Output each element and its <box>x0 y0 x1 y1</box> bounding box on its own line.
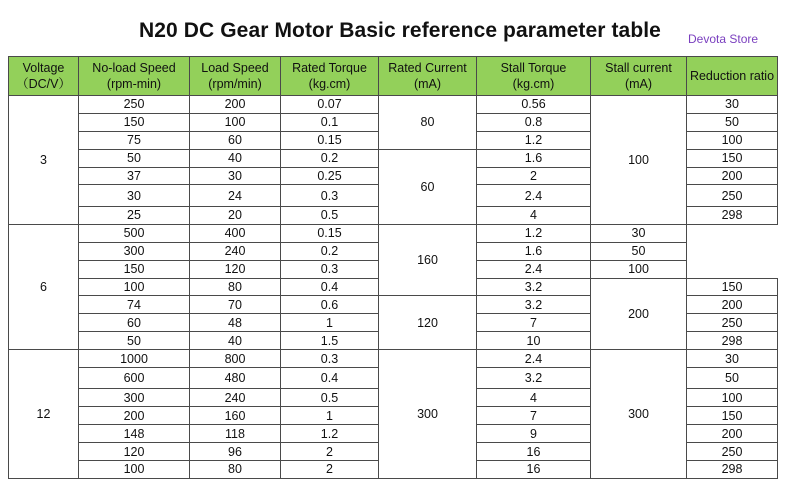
rated-current-cell: 120 <box>379 296 477 350</box>
stall-torque-cell: 7 <box>477 407 591 425</box>
reduction-ratio-cell: 30 <box>687 96 778 114</box>
stall-torque-cell: 3.2 <box>477 367 591 389</box>
reduction-ratio-cell: 50 <box>687 367 778 389</box>
load-speed-cell: 24 <box>190 185 281 207</box>
rated-torque-cell: 0.4 <box>281 278 379 296</box>
reduction-ratio-cell: 150 <box>687 278 778 296</box>
rated-torque-cell: 0.07 <box>281 96 379 114</box>
load-speed-cell: 480 <box>190 367 281 389</box>
reduction-ratio-cell: 250 <box>687 443 778 461</box>
rated-torque-cell: 0.4 <box>281 367 379 389</box>
header-reduction-ratio: Reduction ratio <box>687 57 778 96</box>
load-speed-cell: 100 <box>190 113 281 131</box>
load-speed-cell: 80 <box>190 278 281 296</box>
noload-speed-cell: 30 <box>79 185 190 207</box>
reduction-ratio-cell: 100 <box>687 389 778 407</box>
header-stall-torque: Stall Torque (kg.cm) <box>477 57 591 96</box>
noload-speed-cell: 60 <box>79 314 190 332</box>
stall-torque-cell: 1.6 <box>477 149 591 167</box>
noload-speed-cell: 100 <box>79 461 190 479</box>
reduction-ratio-cell: 150 <box>687 407 778 425</box>
load-speed-cell: 160 <box>190 407 281 425</box>
rated-torque-cell: 0.25 <box>281 167 379 185</box>
rated-torque-cell: 0.15 <box>281 131 379 149</box>
load-speed-cell: 118 <box>190 425 281 443</box>
load-speed-cell: 40 <box>190 149 281 167</box>
stall-torque-cell: 4 <box>477 389 591 407</box>
load-speed-cell: 120 <box>190 260 281 278</box>
stall-torque-cell: 2 <box>477 167 591 185</box>
load-speed-cell: 20 <box>190 206 281 224</box>
stall-torque-cell: 0.8 <box>477 113 591 131</box>
noload-speed-cell: 500 <box>79 224 190 242</box>
noload-speed-cell: 150 <box>79 113 190 131</box>
rated-torque-cell: 0.15 <box>281 224 379 242</box>
rated-torque-cell: 0.6 <box>281 296 379 314</box>
rated-torque-cell: 0.2 <box>281 149 379 167</box>
reduction-ratio-cell: 298 <box>687 332 778 350</box>
table-row <box>9 96 778 114</box>
stall-torque-cell: 10 <box>477 332 591 350</box>
load-speed-cell: 800 <box>190 350 281 368</box>
stall-torque-cell: 2.4 <box>477 350 591 368</box>
rated-current-cell: 300 <box>379 350 477 479</box>
noload-speed-cell: 1000 <box>79 350 190 368</box>
reduction-ratio-cell: 30 <box>687 350 778 368</box>
stall-torque-cell: 9 <box>477 425 591 443</box>
voltage-cell: 6 <box>9 224 79 349</box>
stall-torque-cell: 3.2 <box>477 278 591 296</box>
stall-torque-cell: 16 <box>477 443 591 461</box>
stall-torque-cell: 7 <box>477 314 591 332</box>
reduction-ratio-cell: 250 <box>687 314 778 332</box>
reduction-ratio-cell: 100 <box>591 260 687 278</box>
noload-speed-cell: 50 <box>79 332 190 350</box>
noload-speed-cell: 25 <box>79 206 190 224</box>
header-noload-speed: No-load Speed (rpm-min) <box>79 57 190 96</box>
reduction-ratio-cell: 100 <box>687 131 778 149</box>
load-speed-cell: 200 <box>190 96 281 114</box>
rated-torque-cell: 0.5 <box>281 389 379 407</box>
load-speed-cell: 240 <box>190 242 281 260</box>
header-voltage: Voltage （DC/V） <box>9 57 79 96</box>
stall-torque-cell: 1.2 <box>477 224 591 242</box>
stall-current-cell: 200 <box>591 278 687 350</box>
stall-current-cell: 100 <box>591 96 687 225</box>
stall-torque-cell: 3.2 <box>477 296 591 314</box>
noload-speed-cell: 600 <box>79 367 190 389</box>
load-speed-cell: 96 <box>190 443 281 461</box>
noload-speed-cell: 150 <box>79 260 190 278</box>
rated-torque-cell: 1.5 <box>281 332 379 350</box>
voltage-cell: 12 <box>9 350 79 479</box>
rated-current-cell: 160 <box>379 224 477 296</box>
reduction-ratio-cell: 150 <box>687 149 778 167</box>
noload-speed-cell: 148 <box>79 425 190 443</box>
rated-torque-cell: 2 <box>281 461 379 479</box>
rated-current-cell: 60 <box>379 149 477 224</box>
rated-torque-cell: 1 <box>281 314 379 332</box>
parameter-table <box>8 56 778 479</box>
reduction-ratio-cell: 250 <box>687 185 778 207</box>
header-row <box>9 57 778 96</box>
rated-current-cell: 80 <box>379 96 477 150</box>
stall-torque-cell: 0.56 <box>477 96 591 114</box>
voltage-cell: 3 <box>9 96 79 225</box>
noload-speed-cell: 300 <box>79 242 190 260</box>
stall-current-cell: 300 <box>591 350 687 479</box>
table-row <box>9 350 778 368</box>
rated-torque-cell: 1 <box>281 407 379 425</box>
load-speed-cell: 70 <box>190 296 281 314</box>
rated-torque-cell: 0.5 <box>281 206 379 224</box>
rated-torque-cell: 0.2 <box>281 242 379 260</box>
reduction-ratio-cell: 200 <box>687 296 778 314</box>
reduction-ratio-cell: 298 <box>687 206 778 224</box>
stall-torque-cell: 16 <box>477 461 591 479</box>
rated-torque-cell: 0.3 <box>281 260 379 278</box>
load-speed-cell: 80 <box>190 461 281 479</box>
noload-speed-cell: 74 <box>79 296 190 314</box>
store-label: Devota Store <box>688 32 759 46</box>
rated-torque-cell: 0.3 <box>281 185 379 207</box>
stall-torque-cell: 2.4 <box>477 260 591 278</box>
rated-torque-cell: 0.1 <box>281 113 379 131</box>
load-speed-cell: 240 <box>190 389 281 407</box>
rated-torque-cell: 2 <box>281 443 379 461</box>
header-rated-current: Rated Current (mA) <box>379 57 477 96</box>
noload-speed-cell: 300 <box>79 389 190 407</box>
stall-torque-cell: 1.2 <box>477 131 591 149</box>
reduction-ratio-cell: 30 <box>591 224 687 242</box>
rated-torque-cell: 0.3 <box>281 350 379 368</box>
load-speed-cell: 40 <box>190 332 281 350</box>
reduction-ratio-cell: 200 <box>687 425 778 443</box>
reduction-ratio-cell: 298 <box>687 461 778 479</box>
reduction-ratio-cell: 200 <box>687 167 778 185</box>
page-title: N20 DC Gear Motor Basic reference parameter table <box>139 19 661 42</box>
noload-speed-cell: 250 <box>79 96 190 114</box>
stall-torque-cell: 4 <box>477 206 591 224</box>
load-speed-cell: 60 <box>190 131 281 149</box>
noload-speed-cell: 120 <box>79 443 190 461</box>
stall-torque-cell: 1.6 <box>477 242 591 260</box>
load-speed-cell: 48 <box>190 314 281 332</box>
header-load-speed: Load Speed (rpm/min) <box>190 57 281 96</box>
noload-speed-cell: 100 <box>79 278 190 296</box>
noload-speed-cell: 75 <box>79 131 190 149</box>
load-speed-cell: 400 <box>190 224 281 242</box>
load-speed-cell: 30 <box>190 167 281 185</box>
stall-torque-cell: 2.4 <box>477 185 591 207</box>
table-row <box>9 224 778 242</box>
noload-speed-cell: 200 <box>79 407 190 425</box>
noload-speed-cell: 50 <box>79 149 190 167</box>
header-rated-torque: Rated Torque (kg.cm) <box>281 57 379 96</box>
rated-torque-cell: 1.2 <box>281 425 379 443</box>
reduction-ratio-cell: 50 <box>591 242 687 260</box>
reduction-ratio-cell: 50 <box>687 113 778 131</box>
noload-speed-cell: 37 <box>79 167 190 185</box>
header-stall-current: Stall current (mA) <box>591 57 687 96</box>
